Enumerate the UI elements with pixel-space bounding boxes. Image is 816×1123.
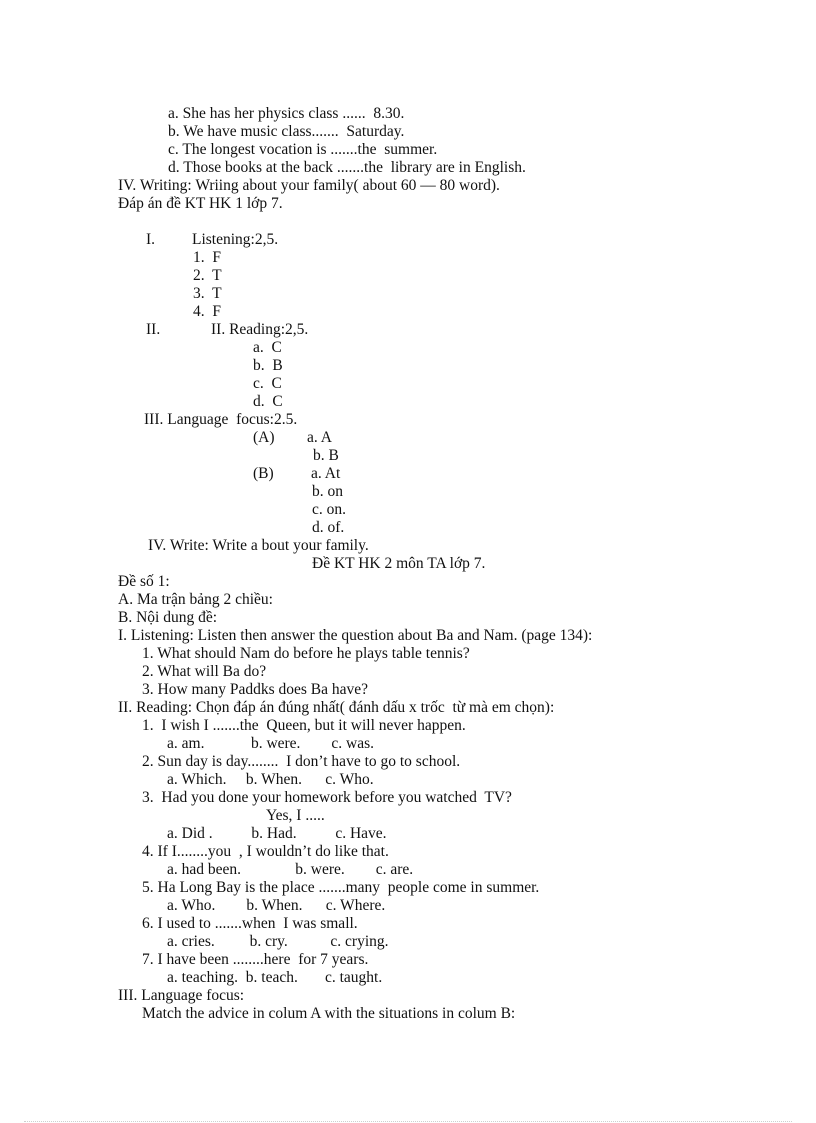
part-a-label: (A) bbox=[253, 429, 275, 446]
answer-i-1: 1. F bbox=[193, 249, 221, 266]
answer-iii-a-b: b. B bbox=[313, 447, 339, 464]
reading-q3: 3. Had you done your homework before you watched TV? bbox=[142, 789, 512, 806]
answer-key-title: Đáp án đề KT HK 1 lớp 7. bbox=[118, 195, 283, 212]
listening-heading: I. Listening: Listen then answer the question about Ba and Nam. (page 134): bbox=[118, 627, 593, 644]
answer-iii-b-b: b. on bbox=[312, 483, 343, 500]
part-b-label: (B) bbox=[253, 465, 274, 482]
answer-i-2: 2. T bbox=[193, 267, 222, 284]
part-b-content: B. Nội dung đề: bbox=[118, 609, 218, 626]
answer-ii-b: b. B bbox=[253, 357, 283, 374]
reading-q6: 6. I used to .......when I was small. bbox=[142, 915, 358, 932]
line-3: c. The longest vocation is .......the summer. bbox=[168, 141, 438, 158]
reading-q4-options: a. had been. b. were. c. are. bbox=[167, 861, 414, 878]
page-edge-rule bbox=[24, 1121, 792, 1122]
line-4: d. Those books at the back .......the library are in English. bbox=[168, 159, 526, 176]
reading-q5: 5. Ha Long Bay is the place .......many people come in summer. bbox=[142, 879, 540, 896]
answer-i-3: 3. T bbox=[193, 285, 222, 302]
section-ii-heading: II. Reading:2,5. bbox=[211, 321, 309, 338]
listening-q3: 3. How many Paddks does Ba have? bbox=[142, 681, 368, 698]
answer-i-4: 4. F bbox=[193, 303, 221, 320]
section-i-numeral: I. bbox=[146, 231, 156, 248]
reading-q1: 1. I wish I .......the Queen, but it will never happen. bbox=[142, 717, 466, 734]
reading-q4: 4. If I........you , I wouldn’t do like that. bbox=[142, 843, 389, 860]
reading-q2-options: a. Which. b. When. c. Who. bbox=[167, 771, 374, 788]
line-1: a. She has her physics class ...... 8.30. bbox=[168, 105, 405, 122]
reading-q1-options: a. am. b. were. c. was. bbox=[167, 735, 375, 752]
exam-title: Đề KT HK 2 môn TA lớp 7. bbox=[312, 555, 486, 572]
section-i-heading: Listening:2,5. bbox=[192, 231, 279, 248]
answer-ii-c: c. C bbox=[253, 375, 282, 392]
reading-heading: II. Reading: Chọn đáp án đúng nhất( đánh dấu x trốc từ mà em chọn): bbox=[118, 699, 555, 716]
reading-q7-options: a. teaching. b. teach. c. taught. bbox=[167, 969, 383, 986]
answer-iii-b-c: c. on. bbox=[312, 501, 347, 518]
reading-q2: 2. Sun day is day........ I don’t have to go to school. bbox=[142, 753, 461, 770]
language-focus-instruction: Match the advice in colum A with the situations in colum B: bbox=[142, 1005, 516, 1022]
section-iii-heading: III. Language focus:2.5. bbox=[144, 411, 298, 428]
listening-q2: 2. What will Ba do? bbox=[142, 663, 267, 680]
listening-q1: 1. What should Nam do before he plays table tennis? bbox=[142, 645, 470, 662]
answer-iii-a-a: a. A bbox=[307, 429, 332, 446]
line-5: IV. Writing: Wriing about your family( about 60 — 80 word). bbox=[118, 177, 500, 194]
answer-ii-d: d. C bbox=[253, 393, 283, 410]
answer-iii-b-d: d. of. bbox=[312, 519, 345, 536]
section-iv-heading: IV. Write: Write a bout your family. bbox=[148, 537, 369, 554]
reading-q7: 7. I have been ........here for 7 years. bbox=[142, 951, 369, 968]
reading-q3-reply: Yes, I ..... bbox=[266, 807, 325, 824]
exam-number: Đề số 1: bbox=[118, 573, 170, 590]
reading-q3-options: a. Did . b. Had. c. Have. bbox=[167, 825, 387, 842]
answer-ii-a: a. C bbox=[253, 339, 282, 356]
part-a-matrix: A. Ma trận bảng 2 chiều: bbox=[118, 591, 273, 608]
line-2: b. We have music class....... Saturday. bbox=[168, 123, 405, 140]
reading-q6-options: a. cries. b. cry. c. crying. bbox=[167, 933, 389, 950]
answer-iii-b-a: a. At bbox=[311, 465, 341, 482]
section-ii-numeral: II. bbox=[146, 321, 161, 338]
language-focus-heading: III. Language focus: bbox=[118, 987, 245, 1004]
reading-q5-options: a. Who. b. When. c. Where. bbox=[167, 897, 386, 914]
